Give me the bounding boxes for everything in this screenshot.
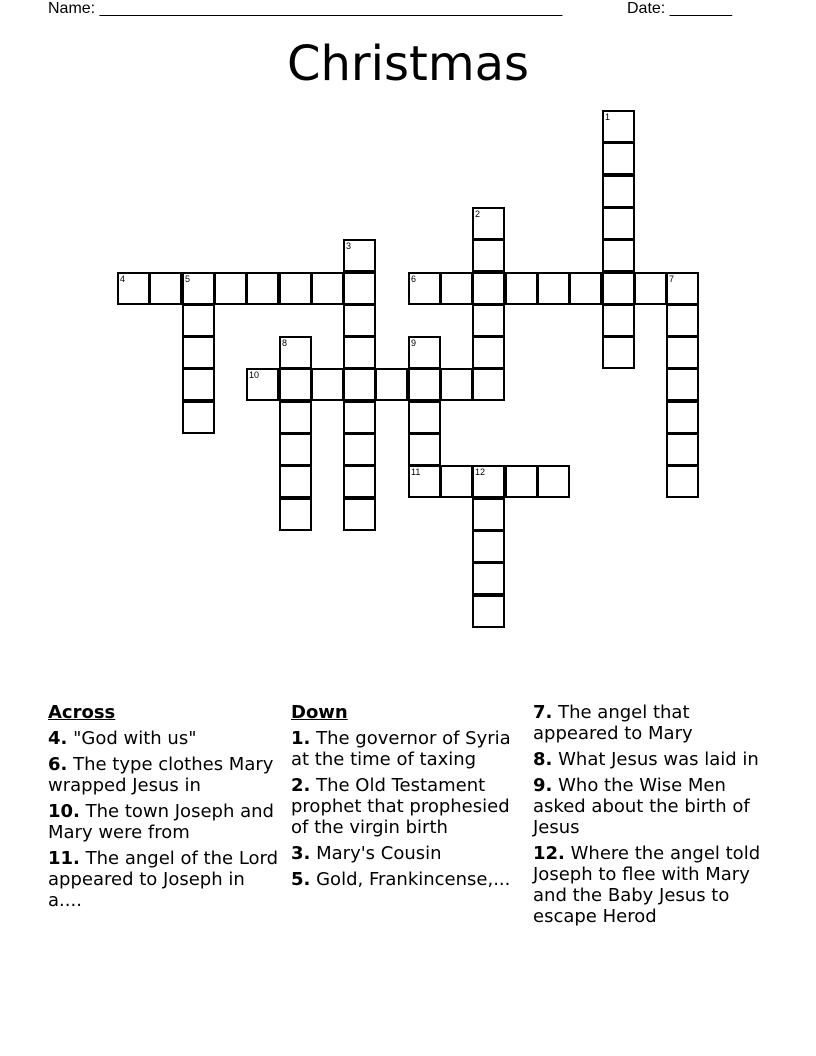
grid-cell[interactable] (666, 304, 699, 337)
across-clue (48, 754, 284, 796)
grid-cell[interactable] (279, 368, 312, 401)
clue-text: The type clothes Mary wrapped Jesus in (48, 754, 274, 796)
down-heading: Down (291, 702, 348, 723)
grid-cell[interactable] (214, 272, 247, 305)
clue-text: Mary's Cousin (316, 843, 442, 864)
grid-cell[interactable] (311, 272, 344, 305)
grid-cell[interactable] (182, 304, 215, 337)
grid-cell[interactable] (279, 336, 312, 369)
grid-cell[interactable] (246, 272, 279, 305)
grid-cell[interactable] (279, 272, 312, 305)
clue-number-label: 1. (291, 728, 311, 749)
clue-text: What Jesus was laid in (558, 749, 759, 770)
down-clue (291, 843, 527, 864)
clue-number: 12 (475, 467, 486, 477)
down-clue (291, 869, 527, 890)
grid-cell[interactable] (279, 433, 312, 466)
grid-cell[interactable] (343, 401, 376, 434)
grid-cell[interactable] (666, 433, 699, 466)
grid-cell[interactable] (343, 433, 376, 466)
grid-cell[interactable] (408, 272, 441, 305)
grid-cell[interactable] (472, 207, 505, 240)
clue-text: Where the angel told Joseph to flee with Mary and the Baby Jesus to escape Herod (533, 843, 761, 927)
grid-cell[interactable] (375, 368, 408, 401)
clue-number: 8 (282, 338, 288, 348)
grid-cell[interactable] (472, 304, 505, 337)
across-clues (48, 702, 284, 916)
across-clue (48, 848, 284, 911)
clue-number-label: 2. (291, 775, 311, 796)
grid-cell[interactable] (440, 368, 473, 401)
clue-number-label: 7. (533, 702, 553, 723)
clue-text: Gold, Frankincense,... (316, 869, 511, 890)
grid-cell[interactable] (505, 272, 538, 305)
date-field[interactable]: Date: _______ (627, 0, 732, 17)
clue-number-label: 6. (48, 754, 68, 775)
grid-cell[interactable] (666, 368, 699, 401)
grid-cell[interactable] (472, 530, 505, 563)
grid-cell[interactable] (408, 433, 441, 466)
grid-cell[interactable] (182, 368, 215, 401)
grid-cell[interactable] (666, 272, 699, 305)
clue-text: The Old Testament prophet that prophesied of the virgin birth (291, 775, 510, 838)
down-clue (291, 728, 527, 770)
clue-number: 3 (346, 241, 352, 251)
grid-cell[interactable] (246, 368, 279, 401)
clue-number-label: 8. (533, 749, 553, 770)
clue-number: 2 (475, 209, 481, 219)
grid-cell[interactable] (537, 272, 570, 305)
grid-cell[interactable] (311, 368, 344, 401)
grid-cell[interactable] (408, 401, 441, 434)
grid-cell[interactable] (472, 595, 505, 628)
grid-cell[interactable] (343, 272, 376, 305)
down-clues-continued (533, 702, 769, 932)
clue-number: 4 (120, 274, 126, 284)
grid-cell[interactable] (149, 272, 182, 305)
clue-number-label: 4. (48, 728, 68, 749)
clue-number: 1 (605, 112, 611, 122)
grid-cell[interactable] (602, 175, 635, 208)
grid-cell[interactable] (602, 272, 635, 305)
clue-number-label: 5. (291, 869, 311, 890)
grid-cell[interactable] (666, 336, 699, 369)
grid-cell[interactable] (408, 368, 441, 401)
grid-cell[interactable] (666, 465, 699, 498)
grid-cell[interactable] (182, 336, 215, 369)
clue-text: The town Joseph and Mary were from (48, 801, 274, 843)
clue-number: 9 (411, 338, 417, 348)
grid-cell[interactable] (182, 272, 215, 305)
down-clue (533, 775, 769, 838)
grid-cell[interactable] (279, 401, 312, 434)
grid-cell[interactable] (472, 498, 505, 531)
clue-number: 10 (249, 370, 260, 380)
clue-number-label: 9. (533, 775, 553, 796)
clue-number-label: 10. (48, 801, 80, 822)
clue-text: "God with us" (73, 728, 197, 749)
grid-cell[interactable] (602, 239, 635, 272)
grid-cell[interactable] (343, 368, 376, 401)
grid-cell[interactable] (182, 401, 215, 434)
across-clue (48, 728, 284, 749)
grid-cell[interactable] (602, 207, 635, 240)
grid-cell[interactable] (634, 272, 667, 305)
clue-number: 7 (669, 274, 675, 284)
clue-text: Who the Wise Men asked about the birth of Jesus (533, 775, 750, 838)
grid-cell[interactable] (343, 498, 376, 531)
clue-text: The governor of Syria at the time of taxing (291, 728, 511, 770)
down-clue (291, 775, 527, 838)
grid-cell[interactable] (279, 465, 312, 498)
grid-cell[interactable] (472, 562, 505, 595)
grid-cell[interactable] (343, 465, 376, 498)
grid-cell[interactable] (408, 465, 441, 498)
grid-cell[interactable] (440, 272, 473, 305)
grid-cell[interactable] (440, 465, 473, 498)
down-clues (291, 702, 527, 895)
grid-cell[interactable] (666, 401, 699, 434)
clue-number: 11 (411, 467, 421, 477)
clue-number: 6 (411, 274, 417, 284)
across-heading: Across (48, 702, 116, 723)
page-title: Christmas (286, 36, 529, 92)
grid-cell[interactable] (408, 336, 441, 369)
grid-cell[interactable] (602, 336, 635, 369)
clue-number-label: 12. (533, 843, 565, 864)
name-field[interactable]: Name: ____________________________________________________ (48, 0, 563, 17)
clue-number-label: 3. (291, 843, 311, 864)
clue-number: 5 (185, 274, 191, 284)
grid-cell[interactable] (343, 239, 376, 272)
grid-cell[interactable] (537, 465, 570, 498)
grid-cell[interactable] (279, 498, 312, 531)
across-clue (48, 801, 284, 843)
grid-cell[interactable] (602, 110, 635, 143)
down-clue (533, 749, 769, 770)
grid-cell[interactable] (472, 368, 505, 401)
down-clue (533, 843, 769, 927)
clue-number-label: 11. (48, 848, 80, 869)
grid-cell[interactable] (505, 465, 538, 498)
grid-cell[interactable] (602, 142, 635, 175)
grid-cell[interactable] (472, 465, 505, 498)
grid-cell[interactable] (569, 272, 602, 305)
grid-cell[interactable] (602, 304, 635, 337)
down-clue (533, 702, 769, 744)
grid-cell[interactable] (472, 272, 505, 305)
grid-cell[interactable] (472, 239, 505, 272)
clue-text: The angel of the Lord appeared to Joseph in a.... (48, 848, 279, 911)
grid-cell[interactable] (343, 336, 376, 369)
clue-text: The angel that appeared to Mary (533, 702, 693, 744)
grid-cell[interactable] (343, 304, 376, 337)
grid-cell[interactable] (117, 272, 150, 305)
grid-cell[interactable] (472, 336, 505, 369)
